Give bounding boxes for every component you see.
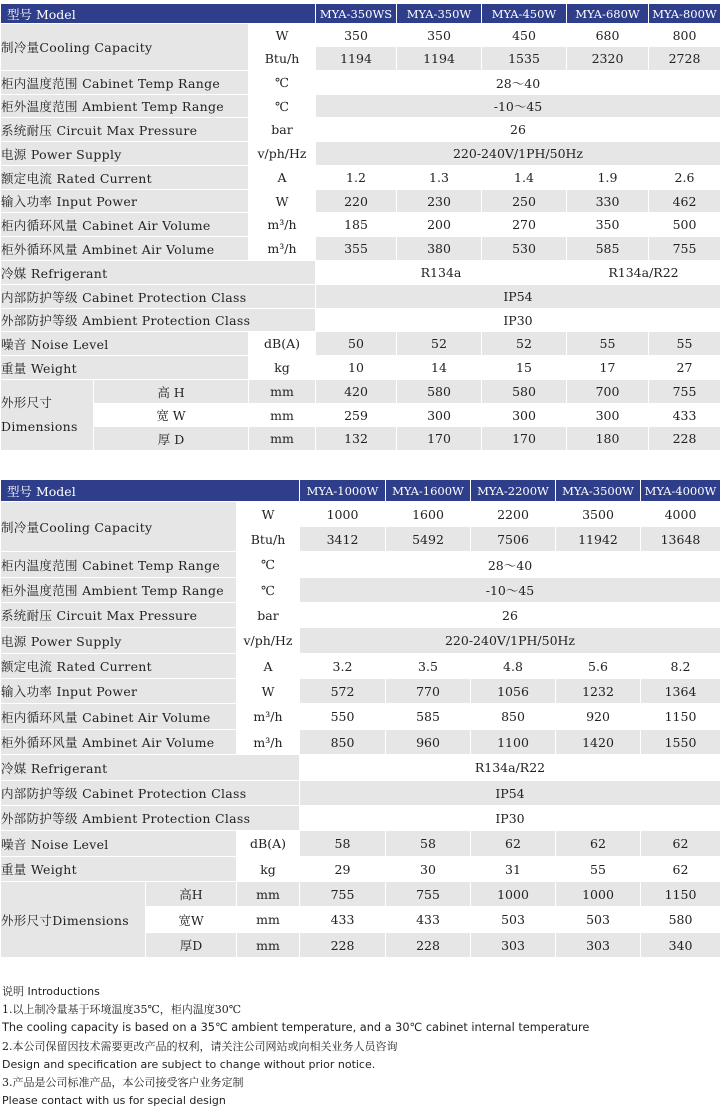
- value-cell: 450: [482, 24, 567, 47]
- ambient-protection-label: 外部防护等级 Ambient Protection Class: [1, 309, 316, 332]
- value-cell: 3.2: [300, 654, 386, 679]
- unit-cell: mm: [249, 427, 316, 451]
- value-cell: 220-240V/1PH/50Hz: [316, 142, 720, 166]
- value-cell: 1.9: [567, 166, 649, 190]
- weight-row: [1, 356, 720, 380]
- value-cell: 5492: [386, 527, 471, 552]
- header-row: [1, 4, 720, 24]
- value-cell: 1194: [397, 47, 482, 71]
- value-cell: 17: [567, 356, 649, 380]
- rated-current-row: [1, 166, 720, 190]
- unit-cell: ℃: [237, 552, 300, 578]
- dim-depth-label: 厚 D: [94, 427, 249, 451]
- unit-cell: mm: [249, 380, 316, 404]
- dim-height-label: 高 H: [94, 380, 249, 404]
- model-label: 型号 Model: [1, 480, 300, 502]
- value-cell: 530: [482, 237, 567, 261]
- ambient-protection-row: [1, 309, 720, 332]
- value-cell: 330: [567, 190, 649, 213]
- value-cell: 228: [386, 933, 471, 958]
- value-cell: 228: [649, 427, 720, 451]
- unit-cell: mm: [249, 404, 316, 427]
- refrigerant-row: [1, 755, 720, 781]
- value-cell: 1000: [556, 882, 641, 907]
- unit-cell: bar: [237, 603, 300, 628]
- value-cell: 800: [649, 24, 720, 47]
- unit-cell: A: [249, 166, 316, 190]
- value-cell: 350: [397, 24, 482, 47]
- value-cell: 3500: [556, 502, 641, 527]
- value-cell: 1150: [641, 882, 720, 907]
- value-cell: 3412: [300, 527, 386, 552]
- value-cell: 230: [397, 190, 482, 213]
- value-cell: 52: [482, 332, 567, 356]
- value-cell: 11942: [556, 527, 641, 552]
- cooling-w-row: [1, 24, 720, 47]
- value-cell: 680: [567, 24, 649, 47]
- unit-cell: W: [249, 24, 316, 47]
- unit-cell: W: [237, 502, 300, 527]
- cabinet-air-row: [1, 704, 720, 730]
- value-cell: 4000: [641, 502, 720, 527]
- value-cell: R134a: [316, 261, 567, 285]
- unit-cell: mm: [237, 907, 300, 933]
- value-cell: 27: [649, 356, 720, 380]
- input-power-label: 输入功率 Input Power: [1, 190, 249, 213]
- rated-current-label: 额定电流 Rated Current: [1, 166, 249, 190]
- value-cell: 303: [471, 933, 556, 958]
- spec-table-2: [0, 479, 720, 958]
- value-cell: 28～40: [300, 552, 720, 578]
- cooling-capacity-label: 制冷量Cooling Capacity: [1, 502, 237, 552]
- unit-cell: dB(A): [237, 831, 300, 857]
- value-cell: 14: [397, 356, 482, 380]
- value-cell: 55: [567, 332, 649, 356]
- value-cell: 755: [300, 882, 386, 907]
- ambient-air-row: [1, 237, 720, 261]
- noise-label: 噪音 Noise Level: [1, 332, 249, 356]
- cabinet-protection-label: 内部防护等级 Cabinet Protection Class: [1, 781, 300, 806]
- dim-height-row: [1, 380, 720, 404]
- value-cell: IP54: [300, 781, 720, 806]
- dim-width-row: [1, 404, 720, 427]
- value-cell: 303: [556, 933, 641, 958]
- value-cell: 462: [649, 190, 720, 213]
- value-cell: 350: [567, 213, 649, 237]
- value-cell: 585: [567, 237, 649, 261]
- noise-row: [1, 831, 720, 857]
- value-cell: 220: [316, 190, 397, 213]
- value-cell: -10～45: [316, 95, 720, 118]
- value-cell: 1000: [300, 502, 386, 527]
- value-cell: 3.5: [386, 654, 471, 679]
- value-cell: IP54: [316, 285, 720, 309]
- unit-cell: m³/h: [249, 213, 316, 237]
- value-cell: 755: [649, 237, 720, 261]
- value-cell: 1535: [482, 47, 567, 71]
- ambient-temp-row: [1, 95, 720, 118]
- value-cell: 2320: [567, 47, 649, 71]
- model-name: MYA-3500W: [556, 480, 641, 502]
- ambient-temp-label: 柜外温度范围 Ambient Temp Range: [1, 578, 237, 603]
- refrigerant-row: [1, 261, 720, 285]
- value-cell: 170: [482, 427, 567, 451]
- unit-cell: bar: [249, 118, 316, 142]
- value-cell: 52: [397, 332, 482, 356]
- value-cell: 960: [386, 730, 471, 755]
- cabinet-protection-row: [1, 285, 720, 309]
- ambient-protection-row: [1, 806, 720, 831]
- value-cell: 850: [300, 730, 386, 755]
- cabinet-temp-label: 柜内温度范围 Cabinet Temp Range: [1, 552, 237, 578]
- unit-cell: v/ph/Hz: [249, 142, 316, 166]
- value-cell: 1.3: [397, 166, 482, 190]
- unit-cell: m³/h: [237, 730, 300, 755]
- dim-depth-label: 厚D: [146, 933, 237, 958]
- value-cell: 185: [316, 213, 397, 237]
- value-cell: 170: [397, 427, 482, 451]
- dim-height-label: 高H: [146, 882, 237, 907]
- value-cell: 2728: [649, 47, 720, 71]
- pressure-row: [1, 118, 720, 142]
- value-cell: 26: [316, 118, 720, 142]
- value-cell: 1550: [641, 730, 720, 755]
- value-cell: 62: [641, 831, 720, 857]
- value-cell: 1100: [471, 730, 556, 755]
- value-cell: 1600: [386, 502, 471, 527]
- value-cell: 920: [556, 704, 641, 730]
- cabinet-protection-row: [1, 781, 720, 806]
- model-name: MYA-2200W: [471, 480, 556, 502]
- unit-cell: m³/h: [237, 704, 300, 730]
- value-cell: IP30: [300, 806, 720, 831]
- value-cell: 13648: [641, 527, 720, 552]
- unit-cell: ℃: [249, 95, 316, 118]
- value-cell: 55: [556, 857, 641, 882]
- power-supply-row: [1, 142, 720, 166]
- value-cell: 29: [300, 857, 386, 882]
- value-cell: 31: [471, 857, 556, 882]
- note-line-cn: 3.产品是公司标准产品，本公司接受客户业务定制: [2, 1076, 244, 1090]
- unit-cell: m³/h: [249, 237, 316, 261]
- value-cell: 4.8: [471, 654, 556, 679]
- input-power-row: [1, 190, 720, 213]
- cabinet-temp-label: 柜内温度范围 Cabinet Temp Range: [1, 71, 249, 95]
- value-cell: 55: [649, 332, 720, 356]
- model-name: MYA-1000W: [300, 480, 386, 502]
- value-cell: 300: [482, 404, 567, 427]
- dimensions-label-cn: 外形尺寸: [1, 395, 53, 410]
- value-cell: R134a/R22: [300, 755, 720, 781]
- model-name: MYA-800W: [649, 4, 720, 24]
- value-cell: 2.6: [649, 166, 720, 190]
- value-cell: 62: [641, 857, 720, 882]
- input-power-label: 输入功率 Input Power: [1, 679, 237, 704]
- model-name: MYA-1600W: [386, 480, 471, 502]
- ambient-temp-row: [1, 578, 720, 603]
- ambient-air-row: [1, 730, 720, 755]
- value-cell: 1.4: [482, 166, 567, 190]
- unit-cell: W: [249, 190, 316, 213]
- dimensions-label: 外形尺寸Dimensions: [1, 882, 146, 958]
- notes-heading: 说明 Introductions: [2, 985, 100, 998]
- refrigerant-label: 冷媒 Refrigerant: [1, 755, 300, 781]
- note-line-cn: 2.本公司保留因技术需要更改产品的权利，请关注公司网站或向相关业务人员咨询: [2, 1039, 398, 1053]
- power-supply-row: [1, 628, 720, 654]
- value-cell: 200: [397, 213, 482, 237]
- value-cell: 28～40: [316, 71, 720, 95]
- unit-cell: W: [237, 679, 300, 704]
- value-cell: 503: [556, 907, 641, 933]
- note-line-en: Please contact with us for special design: [2, 1094, 226, 1108]
- dim-width-label: 宽W: [146, 907, 237, 933]
- value-cell: 433: [300, 907, 386, 933]
- unit-cell: kg: [237, 857, 300, 882]
- unit-cell: Btu/h: [249, 47, 316, 71]
- value-cell: 58: [386, 831, 471, 857]
- unit-cell: ℃: [237, 578, 300, 603]
- dim-height-row: [1, 882, 720, 907]
- unit-cell: ℃: [249, 71, 316, 95]
- cabinet-temp-row: [1, 71, 720, 95]
- value-cell: 1056: [471, 679, 556, 704]
- value-cell: 500: [649, 213, 720, 237]
- unit-cell: v/ph/Hz: [237, 628, 300, 654]
- weight-label: 重量 Weight: [1, 356, 249, 380]
- value-cell: 5.6: [556, 654, 641, 679]
- model-name: MYA-450W: [482, 4, 567, 24]
- value-cell: 340: [641, 933, 720, 958]
- value-cell: 350: [316, 24, 397, 47]
- value-cell: 228: [300, 933, 386, 958]
- dimensions-label: [1, 380, 94, 451]
- value-cell: 580: [397, 380, 482, 404]
- pressure-row: [1, 603, 720, 628]
- value-cell: 380: [397, 237, 482, 261]
- value-cell: 62: [556, 831, 641, 857]
- ambient-air-label: 柜外循环风量 Ambinet Air Volume: [1, 730, 237, 755]
- value-cell: 1.2: [316, 166, 397, 190]
- pressure-label: 系统耐压 Circuit Max Pressure: [1, 118, 249, 142]
- value-cell: 1364: [641, 679, 720, 704]
- value-cell: 1420: [556, 730, 641, 755]
- rated-current-label: 额定电流 Rated Current: [1, 654, 237, 679]
- model-name: MYA-350W: [397, 4, 482, 24]
- unit-cell: A: [237, 654, 300, 679]
- ambient-protection-label: 外部防护等级 Ambient Protection Class: [1, 806, 300, 831]
- noise-row: [1, 332, 720, 356]
- value-cell: 2200: [471, 502, 556, 527]
- value-cell: 355: [316, 237, 397, 261]
- dim-depth-row: [1, 427, 720, 451]
- value-cell: 220-240V/1PH/50Hz: [300, 628, 720, 654]
- unit-cell: mm: [237, 933, 300, 958]
- value-cell: 550: [300, 704, 386, 730]
- unit-cell: kg: [249, 356, 316, 380]
- value-cell: 1232: [556, 679, 641, 704]
- unit-cell: dB(A): [249, 332, 316, 356]
- value-cell: 1150: [641, 704, 720, 730]
- ambient-temp-label: 柜外温度范围 Ambient Temp Range: [1, 95, 249, 118]
- rated-current-row: [1, 654, 720, 679]
- value-cell: 15: [482, 356, 567, 380]
- model-name: MYA-4000W: [641, 480, 720, 502]
- value-cell: 433: [386, 907, 471, 933]
- dimensions-label-en: Dimensions: [1, 419, 78, 434]
- value-cell: 580: [641, 907, 720, 933]
- value-cell: IP30: [316, 309, 720, 332]
- unit-cell: mm: [237, 882, 300, 907]
- model-label: 型号 Model: [1, 4, 316, 24]
- value-cell: 259: [316, 404, 397, 427]
- note-line-en: The cooling capacity is based on a 35℃ ambient temperature, and a 30℃ cabinet internal temperature: [2, 1021, 590, 1035]
- value-cell: 8.2: [641, 654, 720, 679]
- cabinet-temp-row: [1, 552, 720, 578]
- value-cell: -10～45: [300, 578, 720, 603]
- value-cell: 572: [300, 679, 386, 704]
- power-supply-label: 电源 Power Supply: [1, 628, 237, 654]
- value-cell: 270: [482, 213, 567, 237]
- value-cell: 62: [471, 831, 556, 857]
- value-cell: 755: [649, 380, 720, 404]
- value-cell: 755: [386, 882, 471, 907]
- value-cell: 7506: [471, 527, 556, 552]
- introductions-notes: [2, 983, 718, 1110]
- value-cell: 700: [567, 380, 649, 404]
- refrigerant-label: 冷媒 Refrigerant: [1, 261, 316, 285]
- model-name: MYA-350WS: [316, 4, 397, 24]
- value-cell: 1000: [471, 882, 556, 907]
- value-cell: 433: [649, 404, 720, 427]
- cabinet-air-row: [1, 213, 720, 237]
- value-cell: 580: [482, 380, 567, 404]
- value-cell: 30: [386, 857, 471, 882]
- cabinet-air-label: 柜内循环风量 Cabinet Air Volume: [1, 213, 249, 237]
- value-cell: 10: [316, 356, 397, 380]
- cabinet-air-label: 柜内循环风量 Cabinet Air Volume: [1, 704, 237, 730]
- dim-width-label: 宽 W: [94, 404, 249, 427]
- note-line-en: Design and specification are subject to change without prior notice.: [2, 1057, 376, 1071]
- power-supply-label: 电源 Power Supply: [1, 142, 249, 166]
- value-cell: 850: [471, 704, 556, 730]
- input-power-row: [1, 679, 720, 704]
- value-cell: 250: [482, 190, 567, 213]
- value-cell: 420: [316, 380, 397, 404]
- value-cell: 1194: [316, 47, 397, 71]
- weight-label: 重量 Weight: [1, 857, 237, 882]
- pressure-label: 系统耐压 Circuit Max Pressure: [1, 603, 237, 628]
- value-cell: 58: [300, 831, 386, 857]
- ambient-air-label: 柜外循环风量 Ambinet Air Volume: [1, 237, 249, 261]
- weight-row: [1, 857, 720, 882]
- value-cell: 180: [567, 427, 649, 451]
- value-cell: 300: [567, 404, 649, 427]
- value-cell: 503: [471, 907, 556, 933]
- value-cell: 26: [300, 603, 720, 628]
- value-cell: 300: [397, 404, 482, 427]
- cabinet-protection-label: 内部防护等级 Cabinet Protection Class: [1, 285, 316, 309]
- unit-cell: Btu/h: [237, 527, 300, 552]
- value-cell: 585: [386, 704, 471, 730]
- cooling-w-row: [1, 502, 720, 527]
- spec-table-1: [0, 3, 720, 451]
- cooling-capacity-label: 制冷量Cooling Capacity: [1, 24, 249, 71]
- value-cell: 50: [316, 332, 397, 356]
- header-row: [1, 480, 720, 502]
- value-cell: 770: [386, 679, 471, 704]
- value-cell: 132: [316, 427, 397, 451]
- noise-label: 噪音 Noise Level: [1, 831, 237, 857]
- value-cell: R134a/R22: [567, 261, 720, 285]
- model-name: MYA-680W: [567, 4, 649, 24]
- note-line-cn: 1.以上制冷量基于环境温度35℃，柜内温度30℃: [2, 1003, 242, 1017]
